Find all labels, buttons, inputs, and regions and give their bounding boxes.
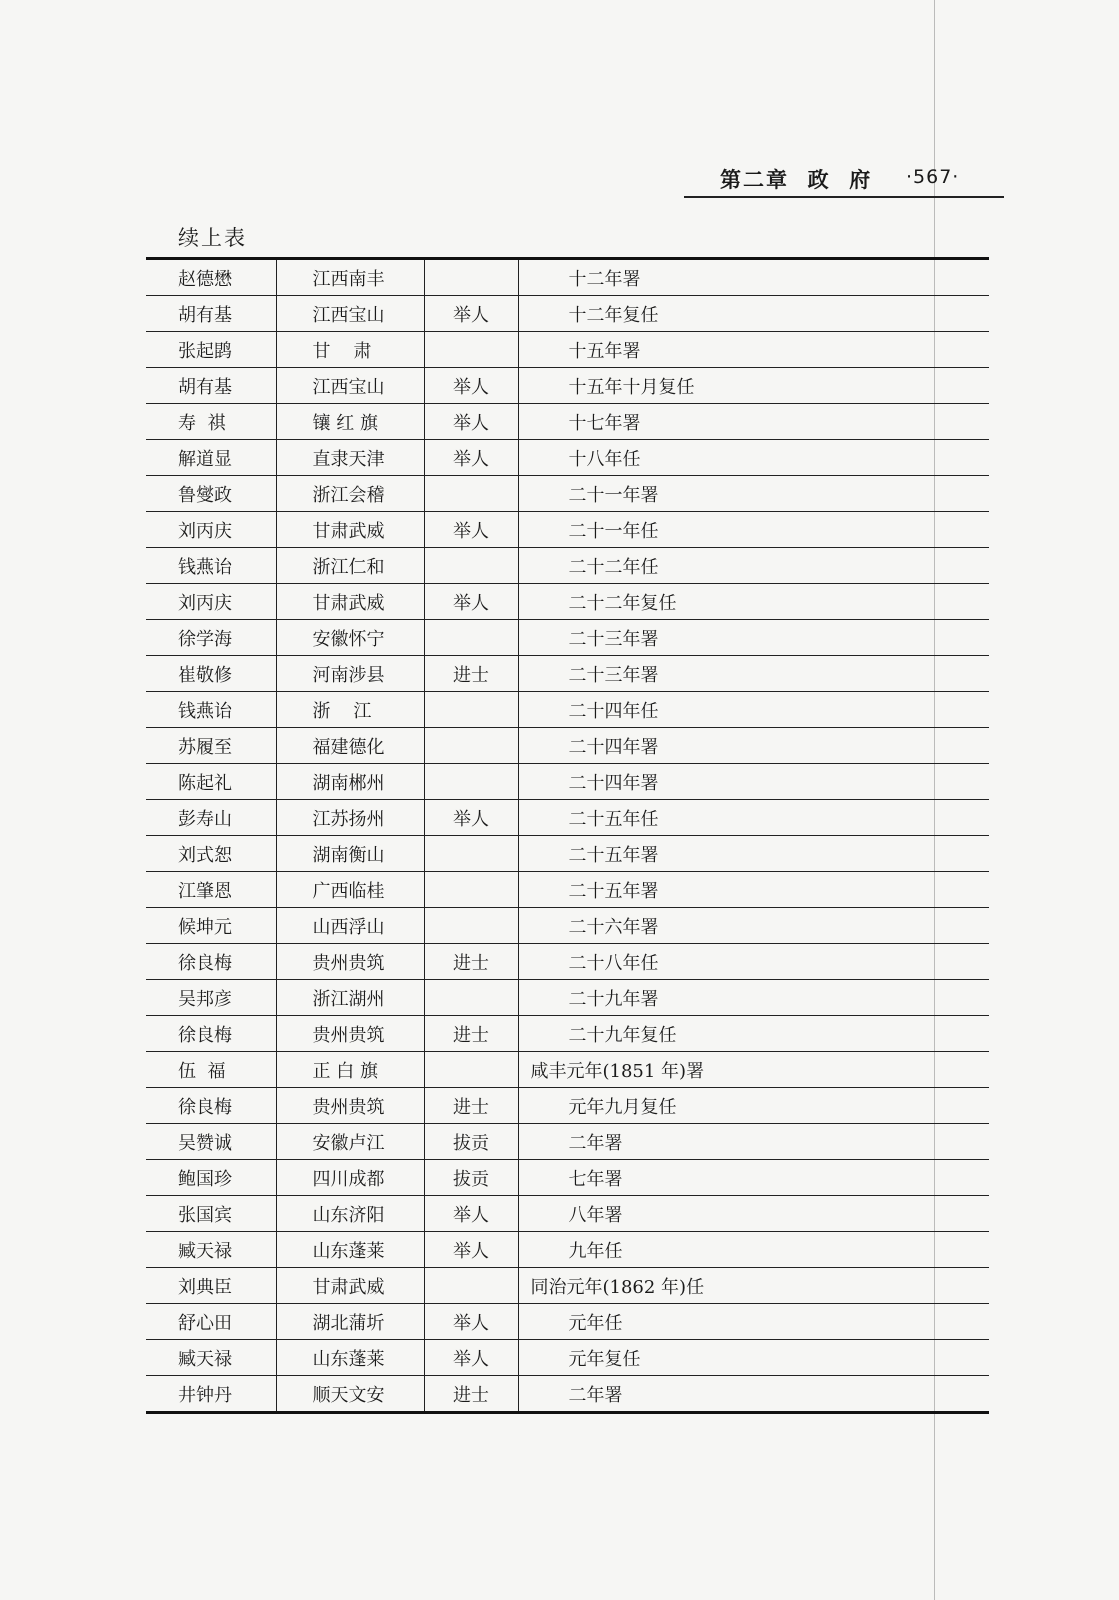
table-row — [146, 296, 989, 332]
tenure-cell: 二年署 — [518, 1124, 989, 1160]
table-row — [146, 1340, 989, 1376]
tenure-cell: 同治元年(1862 年)任 — [518, 1268, 989, 1304]
table-row — [146, 944, 989, 980]
official-name-cell: 寿 祺 — [146, 404, 276, 440]
native-place-cell: 安徽怀宁 — [276, 620, 424, 656]
degree-cell: 举人 — [424, 368, 518, 404]
native-place-cell: 甘肃武威 — [276, 584, 424, 620]
official-name-cell: 舒心田 — [146, 1304, 276, 1340]
native-place-cell: 湖南郴州 — [276, 764, 424, 800]
tenure-cell: 元年九月复任 — [518, 1088, 989, 1124]
degree-cell: 举人 — [424, 404, 518, 440]
table-row — [146, 1376, 989, 1413]
table-row — [146, 259, 989, 296]
tenure-cell: 二十一年署 — [518, 476, 989, 512]
chapter-title: 第二章 政 府 — [720, 168, 873, 192]
degree-cell — [424, 1052, 518, 1088]
table-row — [146, 908, 989, 944]
official-name-cell: 彭寿山 — [146, 800, 276, 836]
native-place-cell: 山东济阳 — [276, 1196, 424, 1232]
roster-body — [146, 259, 989, 1413]
native-place-cell: 四川成都 — [276, 1160, 424, 1196]
native-place-cell: 直隶天津 — [276, 440, 424, 476]
official-name-cell: 刘典臣 — [146, 1268, 276, 1304]
table-row — [146, 1124, 989, 1160]
native-place-cell: 江西宝山 — [276, 296, 424, 332]
degree-cell: 进士 — [424, 944, 518, 980]
table-row — [146, 584, 989, 620]
table-row — [146, 1232, 989, 1268]
degree-cell: 举人 — [424, 296, 518, 332]
official-name-cell: 井钟丹 — [146, 1376, 276, 1413]
table-row — [146, 836, 989, 872]
native-place-cell: 广西临桂 — [276, 872, 424, 908]
degree-cell — [424, 764, 518, 800]
official-name-cell: 鲍国珍 — [146, 1160, 276, 1196]
official-name-cell: 鲁燮政 — [146, 476, 276, 512]
table-row — [146, 440, 989, 476]
degree-cell: 举人 — [424, 584, 518, 620]
degree-cell — [424, 620, 518, 656]
table-row — [146, 692, 989, 728]
native-place-cell: 江西南丰 — [276, 259, 424, 296]
official-name-cell: 解道显 — [146, 440, 276, 476]
native-place-cell: 浙 江 — [276, 692, 424, 728]
degree-cell: 举人 — [424, 440, 518, 476]
official-name-cell: 崔敬修 — [146, 656, 276, 692]
degree-cell — [424, 1268, 518, 1304]
degree-cell: 举人 — [424, 800, 518, 836]
tenure-cell: 七年署 — [518, 1160, 989, 1196]
table-row — [146, 548, 989, 584]
degree-cell: 进士 — [424, 656, 518, 692]
native-place-cell: 浙江湖州 — [276, 980, 424, 1016]
native-place-cell: 山东蓬莱 — [276, 1232, 424, 1268]
native-place-cell: 甘肃武威 — [276, 1268, 424, 1304]
table-row — [146, 1160, 989, 1196]
native-place-cell: 甘 肃 — [276, 332, 424, 368]
official-name-cell: 刘丙庆 — [146, 584, 276, 620]
tenure-cell: 二十四年署 — [518, 728, 989, 764]
table-row — [146, 620, 989, 656]
page-header — [684, 158, 1004, 194]
native-place-cell: 贵州贵筑 — [276, 944, 424, 980]
native-place-cell: 甘肃武威 — [276, 512, 424, 548]
native-place-cell: 贵州贵筑 — [276, 1016, 424, 1052]
header-rule — [684, 196, 1004, 198]
tenure-cell: 十五年署 — [518, 332, 989, 368]
degree-cell: 举人 — [424, 1232, 518, 1268]
continuation-label: 续上表 — [178, 226, 247, 250]
native-place-cell: 山西浮山 — [276, 908, 424, 944]
official-name-cell: 徐良梅 — [146, 1088, 276, 1124]
native-place-cell: 江苏扬州 — [276, 800, 424, 836]
native-place-cell: 河南涉县 — [276, 656, 424, 692]
tenure-cell: 二十九年署 — [518, 980, 989, 1016]
official-name-cell: 徐良梅 — [146, 944, 276, 980]
degree-cell — [424, 259, 518, 296]
native-place-cell: 江西宝山 — [276, 368, 424, 404]
degree-cell — [424, 908, 518, 944]
native-place-cell: 贵州贵筑 — [276, 1088, 424, 1124]
tenure-cell: 十七年署 — [518, 404, 989, 440]
tenure-cell: 二年署 — [568, 1384, 623, 1406]
tenure-cell: 二十一年任 — [518, 512, 989, 548]
table-row — [146, 1016, 989, 1052]
table-row — [146, 1196, 989, 1232]
official-name-cell: 吴邦彦 — [146, 980, 276, 1016]
official-name-cell: 陈起礼 — [146, 764, 276, 800]
degree-cell: 进士 — [424, 1016, 518, 1052]
official-name-cell: 胡有基 — [146, 368, 276, 404]
table-row — [146, 764, 989, 800]
official-name-cell: 胡有基 — [146, 296, 276, 332]
degree-cell — [424, 476, 518, 512]
tenure-cell: 咸丰元年(1851 年)署 — [518, 1052, 989, 1088]
official-name-cell: 臧天禄 — [146, 1232, 276, 1268]
native-place-cell: 山东蓬莱 — [276, 1340, 424, 1376]
degree-cell — [424, 872, 518, 908]
native-place-cell: 顺天文安 — [276, 1376, 424, 1413]
native-place-cell: 福建德化 — [276, 728, 424, 764]
table-row — [146, 980, 989, 1016]
tenure-cell: 十五年十月复任 — [518, 368, 989, 404]
tenure-cell: 二十五年任 — [518, 800, 989, 836]
table-row — [146, 332, 989, 368]
official-name-cell: 江肇恩 — [146, 872, 276, 908]
tenure-cell: 八年署 — [518, 1196, 989, 1232]
native-place-cell: 安徽卢江 — [276, 1124, 424, 1160]
tenure-cell: 元年复任 — [518, 1340, 989, 1376]
official-name-cell: 张起鹍 — [146, 332, 276, 368]
tenure-cell: 二十六年署 — [518, 908, 989, 944]
native-place-cell: 湖北蒲圻 — [276, 1304, 424, 1340]
degree-cell: 拔贡 — [424, 1124, 518, 1160]
degree-cell: 进士 — [424, 1376, 518, 1413]
table-row — [146, 656, 989, 692]
table-row — [146, 1052, 989, 1088]
native-place-cell: 浙江会稽 — [276, 476, 424, 512]
official-name-cell: 候坤元 — [146, 908, 276, 944]
tenure-cell: 二十二年复任 — [518, 584, 989, 620]
official-name-cell: 臧天禄 — [146, 1340, 276, 1376]
official-name-cell: 徐良梅 — [146, 1016, 276, 1052]
tenure-cell: 二十五年署 — [518, 872, 989, 908]
table-row — [146, 404, 989, 440]
page-number: ·567· — [906, 166, 960, 188]
tenure-cell: 元年任 — [518, 1304, 989, 1340]
official-name-cell: 吴赞诚 — [146, 1124, 276, 1160]
tenure-cell: 二十九年复任 — [518, 1016, 989, 1052]
official-name-cell: 赵德懋 — [146, 259, 276, 296]
table-row — [146, 476, 989, 512]
native-place-cell: 正 白 旗 — [276, 1052, 424, 1088]
native-place-cell: 湖南衡山 — [276, 836, 424, 872]
table-row — [146, 1088, 989, 1124]
table-row — [146, 728, 989, 764]
table-row — [146, 1268, 989, 1304]
official-name-cell: 刘式恕 — [146, 836, 276, 872]
native-place-cell: 镶 红 旗 — [276, 404, 424, 440]
degree-cell: 拔贡 — [424, 1160, 518, 1196]
table-row — [146, 1304, 989, 1340]
tenure-cell: 十八年任 — [518, 440, 989, 476]
table-row — [146, 368, 989, 404]
tenure-cell: 二十三年署 — [518, 656, 989, 692]
tenure-cell: 二十八年任 — [518, 944, 989, 980]
tenure-cell: 十二年署 — [518, 259, 989, 296]
official-name-cell: 徐学海 — [146, 620, 276, 656]
official-name-cell: 钱燕诒 — [146, 548, 276, 584]
degree-cell — [424, 692, 518, 728]
degree-cell: 举人 — [424, 1196, 518, 1232]
degree-cell — [424, 980, 518, 1016]
degree-cell: 进士 — [424, 1088, 518, 1124]
degree-cell: 举人 — [424, 1340, 518, 1376]
tenure-cell: 九年任 — [518, 1232, 989, 1268]
tenure-cell: 二十二年任 — [518, 548, 989, 584]
official-name-cell: 苏履至 — [146, 728, 276, 764]
official-name-cell: 张国宾 — [146, 1196, 276, 1232]
degree-cell: 举人 — [424, 1304, 518, 1340]
tenure-cell: 二十三年署 — [518, 620, 989, 656]
degree-cell: 举人 — [424, 512, 518, 548]
tenure-cell: 二十五年署 — [518, 836, 989, 872]
table-row — [146, 872, 989, 908]
tenure-cell: 二十四年任 — [518, 692, 989, 728]
degree-cell — [424, 728, 518, 764]
official-name-cell: 伍 福 — [146, 1052, 276, 1088]
degree-cell — [424, 836, 518, 872]
degree-cell — [424, 548, 518, 584]
official-name-cell: 刘丙庆 — [146, 512, 276, 548]
degree-cell — [424, 332, 518, 368]
tenure-cell: 二十四年署 — [518, 764, 989, 800]
native-place-cell: 浙江仁和 — [276, 548, 424, 584]
official-roster-table — [146, 257, 989, 1414]
table-row — [146, 800, 989, 836]
table-row — [146, 512, 989, 548]
tenure-cell: 十二年复任 — [518, 296, 989, 332]
official-name-cell: 钱燕诒 — [146, 692, 276, 728]
